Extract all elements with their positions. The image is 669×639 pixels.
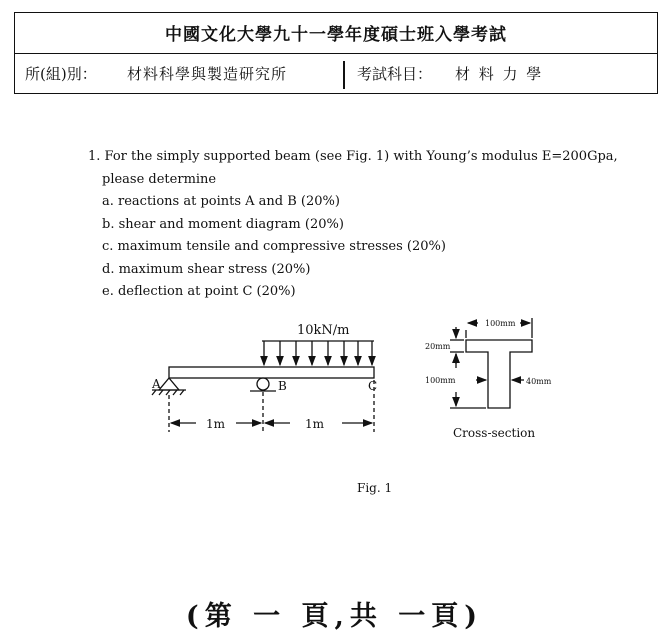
t-section-outline [466,340,532,408]
subject-label: 考試科目： [357,65,433,83]
cs-height-label: 100mm [425,376,456,385]
exam-title: 中國文化大學九十一學年度碩士班入學考試 [15,17,657,54]
subject-value: 材 料 力 學 [455,65,544,83]
point-c-label: C [368,379,378,393]
question-part-c: c. maximum tensile and compressive stresses (20%) [102,239,446,254]
point-a-label: A [152,377,161,391]
roller-support-b [257,378,269,390]
question-intro-line-2: please determine [102,171,217,187]
question-part-e: e. deflection at point C (20%) [102,284,296,299]
department-label: 所(組)別： [25,65,97,83]
cs-top-width-label: 100mm [485,319,516,328]
beam [169,367,374,378]
cross-section [450,318,532,408]
department-value: 材料科學與製造研究所 [127,65,288,83]
page-number: (第 一 頁,共 一頁) [185,601,484,632]
load-label: 10kN/m [297,323,350,338]
cs-flange-thickness-label: 20mm [425,342,451,351]
point-b-label: B [278,379,287,393]
cross-section-caption: Cross-section [453,426,536,440]
beam-diagram [152,341,374,432]
cs-web-width-label: 40mm [526,377,552,386]
pin-support-a [159,378,179,390]
question-part-b: b. shear and moment diagram (20%) [102,216,344,232]
question-number: 1. [88,149,101,164]
question-part-a: a. reactions at points A and B (20%) [102,194,340,209]
question-intro-line-1: For the simply supported beam (see Fig. 1) with Young’s modulus E=200Gpa, [104,149,618,164]
question-part-d: d. maximum shear stress (20%) [102,261,311,277]
figure-caption: Fig. 1 [357,481,393,495]
span-2-label: 1m [305,417,325,431]
span-1-label: 1m [206,417,226,431]
